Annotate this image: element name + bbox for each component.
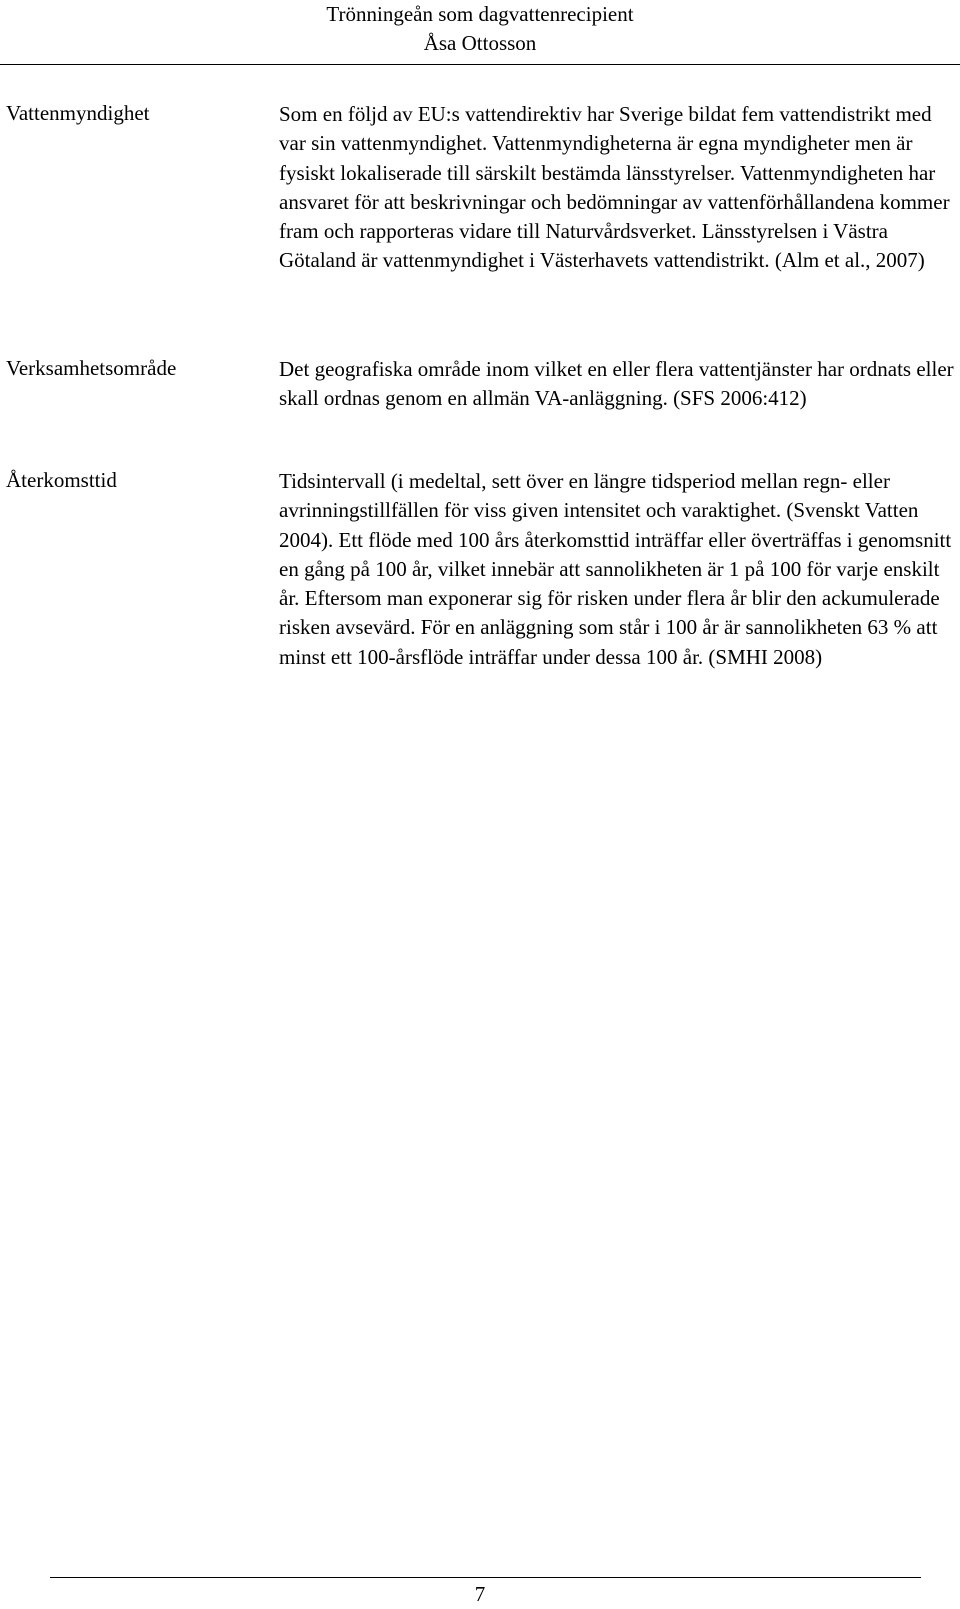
glossary-term-verksamhetsomrade: Verksamhetsområde [6,356,177,380]
page-header [0,0,960,58]
glossary-definition-vattenmyndighet: Som en följd av EU:s vattendirektiv har Sverige bildat fem vattendistrikt med var sin vattenmyndighet. Vattenmyndigheterna är egna myndigheter men är fysiskt lokaliserade till särskilt bestämda länsstyrelser. Vattenmyndigheten har ansvaret för att beskrivningar och bedömningar av vattenförhållandena kommer fram och rapporteras vidare till Naturvårdsverket. Länsstyrelsen i Västra Götaland är vattenmyndighet i Västerhavets vattendistrikt. (Alm et al., 2007) [279,102,950,273]
footer-divider [50,1577,921,1578]
header-divider [0,64,960,65]
document-author: Åsa Ottosson [423,31,537,55]
glossary-definition-aterkomsttid: Tidsintervall (i medeltal, sett över en längre tidsperiod mellan regn- eller avrinningstillfällen för viss given intensitet och varaktighet. (Svenskt Vatten 2004). Ett flöde med 100 års återkomsttid inträffar eller överträffas i genomsnitt en gång på 100 år, vilket innebär att sannolikheten är 1 på 100 för varje enskilt år. Eftersom man exponerar sig för risken under flera år blir den ackumulerade risken avsevärd. För en anläggning som står i 100 år är sannolikheten 63 % att minst ett 100-årsflöde inträffar under dessa 100 år. (SMHI 2008) [279,469,952,669]
glossary-term-vattenmyndighet: Vattenmyndighet [6,101,150,125]
glossary-definition-verksamhetsomrade: Det geografiska område inom vilket en eller flera vattentjänster har ordnats eller skall ordnas genom en allmän VA-anläggning. (SFS 2006:412) [279,357,954,411]
glossary-term-aterkomsttid: Återkomsttid [6,468,117,492]
document-title: Trönningeån som dagvattenrecipient [326,2,634,26]
page-number: 7 [474,1582,486,1606]
